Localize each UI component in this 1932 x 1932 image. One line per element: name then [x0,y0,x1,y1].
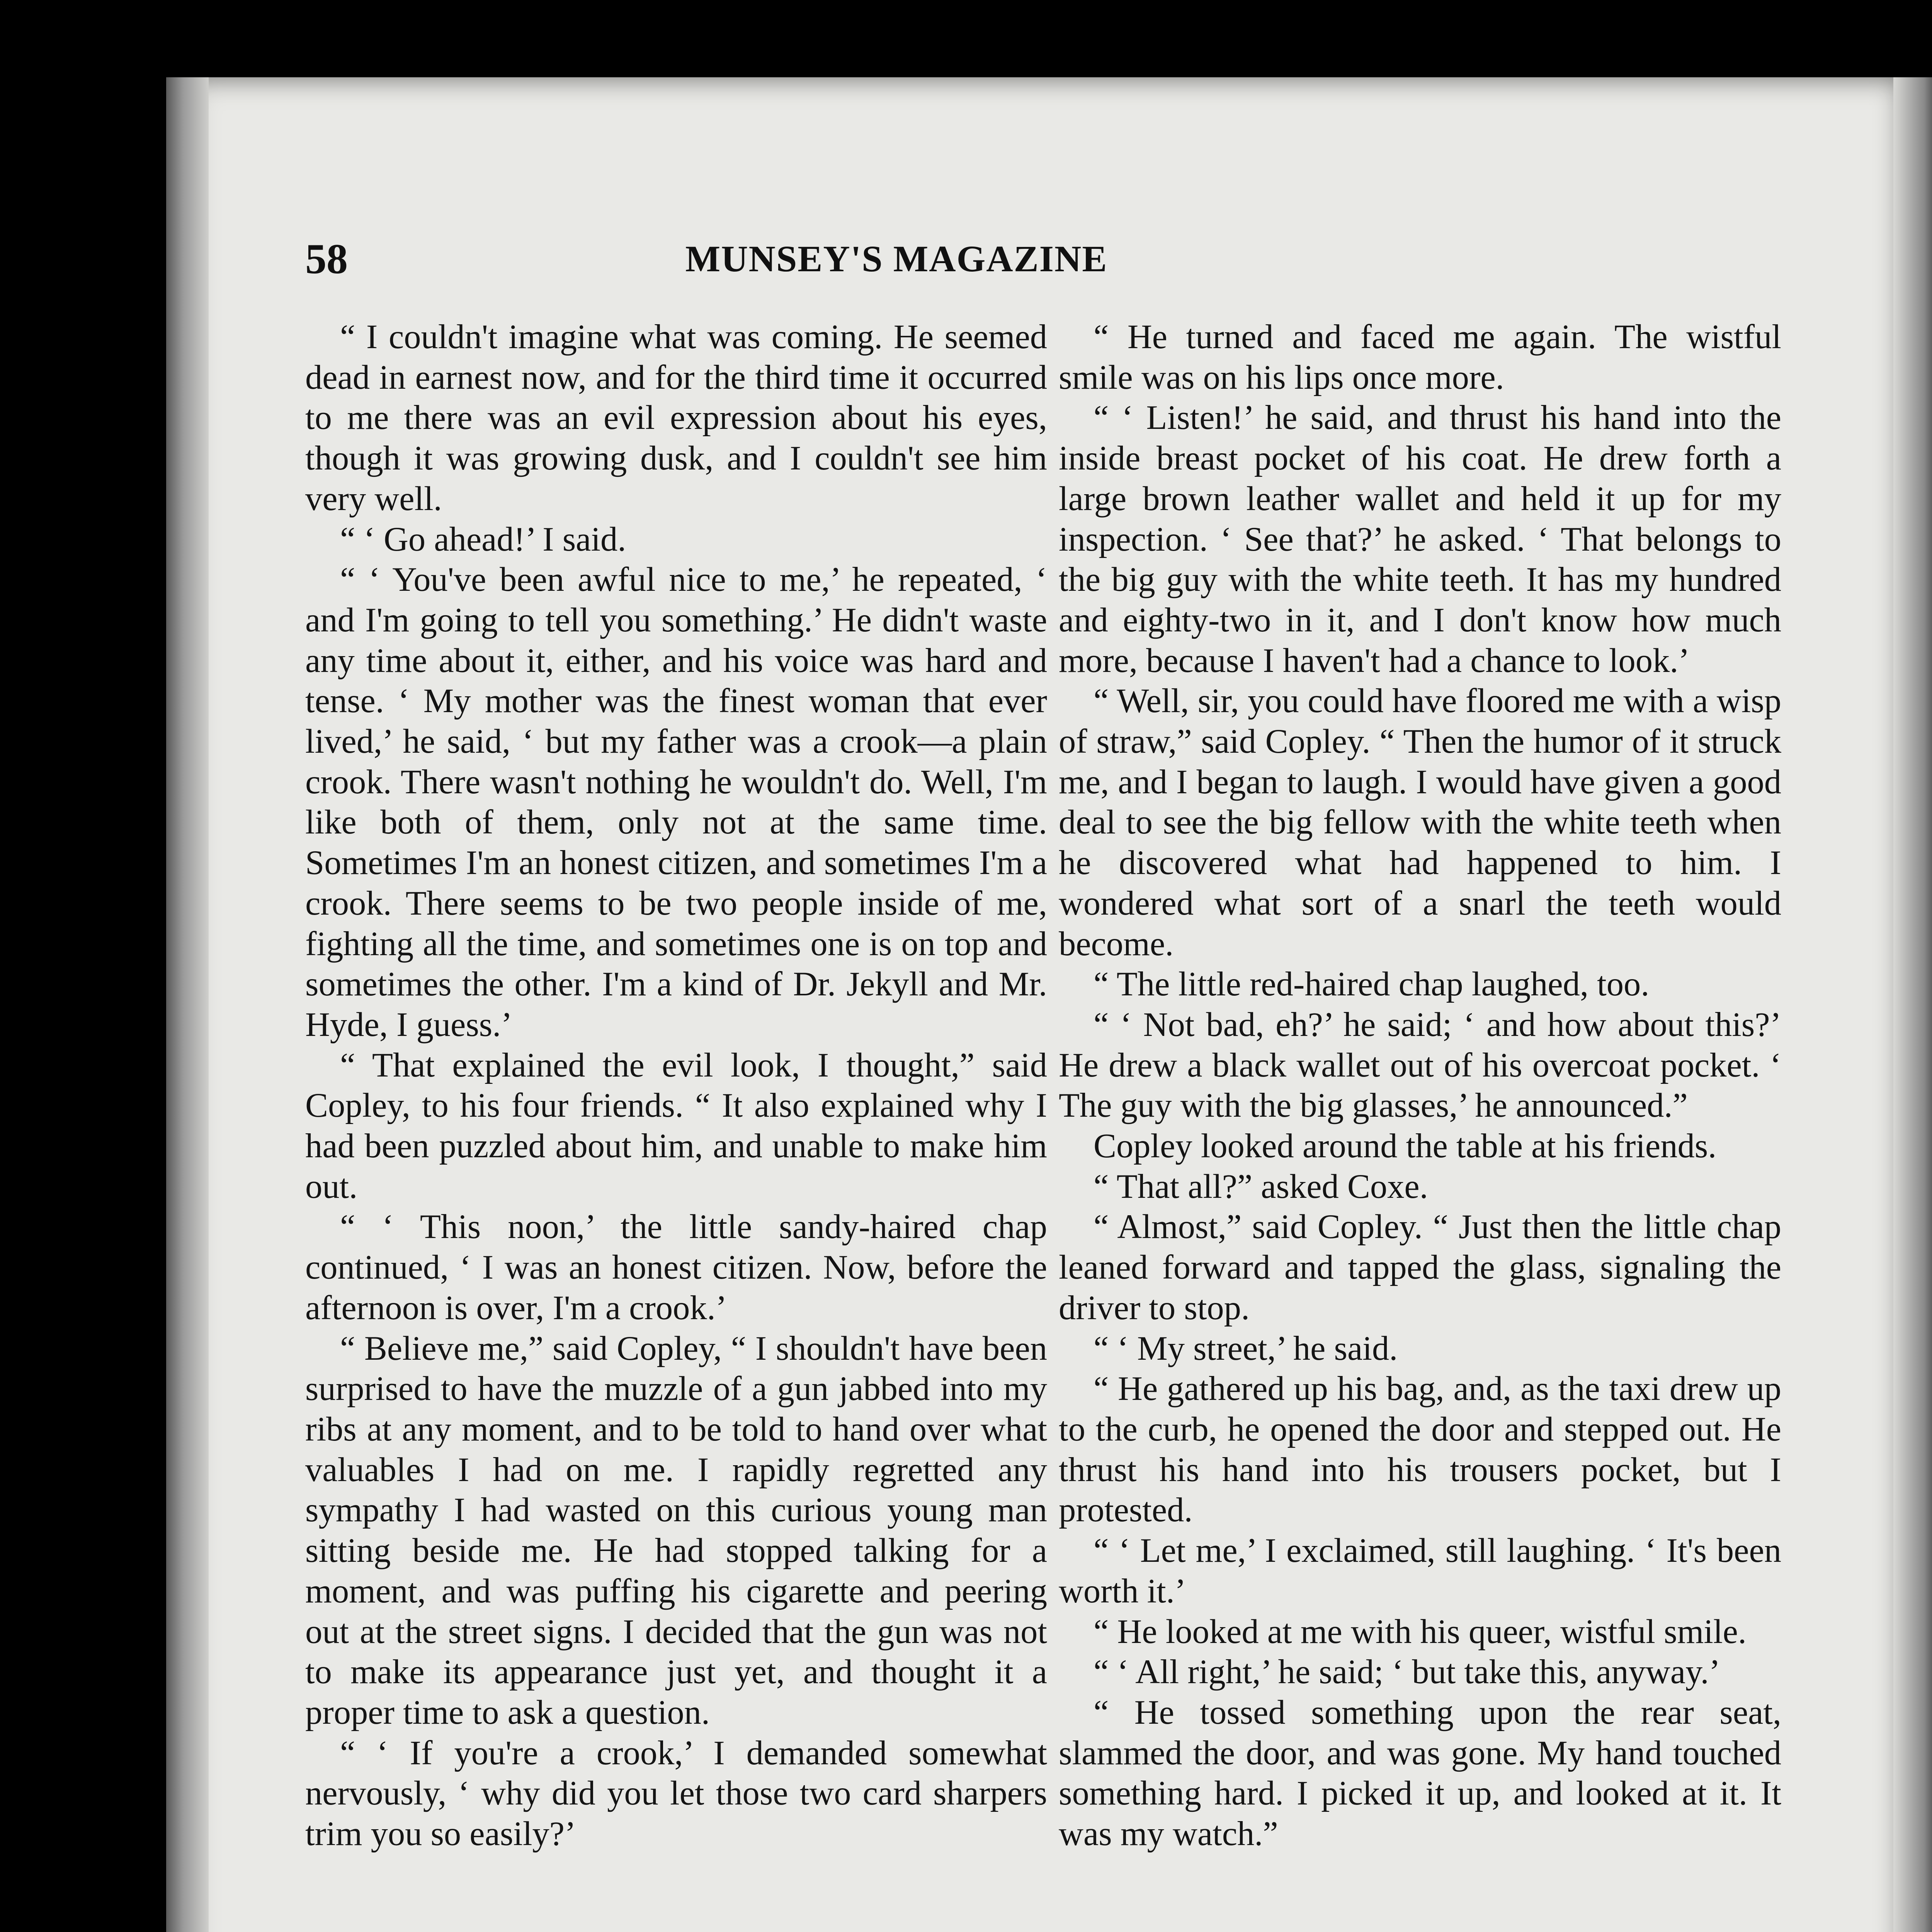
paragraph: “ I couldn't imagine what was coming. He seemed dead in earnest now, and for the third time it occurred to me there was an evil expression about his eyes, though it was growing dusk, and I couldn't see him very well. [305,318,1047,518]
paragraph: “ ‘ My street,’ he said. [1094,1329,1398,1367]
paragraph: “ ‘ Listen!’ he said, and thrust his hand into the inside breast pocket of his coat. He drew forth a large brown leather wallet and held it up for my inspection. ‘ See that?’ he asked. ‘ That belongs to the big guy with the white teeth. It has my hundred and eighty-two in it, and I don't know how much more, because I haven't had a chance to look.’ [1059,399,1781,680]
page-edge [1893,77,1932,1932]
paragraph: “ He tossed something upon the rear seat, slammed the door, and was gone. My hand touched something hard. I picked it up, and looked at it. It was my watch.” [1059,1693,1781,1853]
page-gutter [166,77,209,1932]
right-column [1059,317,1781,1854]
paragraph: “ That explained the evil look, I thought,” said Copley, to his four friends. “ It also explained why I had been puzzled about him, and unable to make him out. [305,1046,1047,1206]
paragraph: “ He looked at me with his queer, wistful smile. [1094,1612,1747,1651]
paragraph: “ ‘ Go ahead!’ I said. [340,520,626,558]
page-header [305,232,1403,286]
paragraph: “ ‘ This noon,’ the little sandy-haired chap continued, ‘ I was an honest citizen. Now, before the afternoon is over, I'm a crook.’ [305,1208,1047,1327]
page-number: 58 [305,235,348,282]
paragraph: “ He gathered up his bag, and, as the taxi drew up to the curb, he opened the door and stepped out. He thrust his hand into his trousers pocket, but I protested. [1059,1370,1781,1529]
paragraph: “ ‘ You've been awful nice to me,’ he repeated, ‘ and I'm going to tell you something.’ He didn't waste any time about it, either, and his voice was hard and tense. ‘ My mother was the finest woman that ever lived,’ he said, ‘ but my father was a crook—a plain crook. There wasn't nothing he wouldn't do. Well, I'm like both of them, only not at the same time. Sometimes I'm an honest citizen, and sometimes I'm a crook. There seems to be two people inside of me, fighting all the time, and sometimes one is on top and sometimes the other. I'm a kind of Dr. Jekyll and Mr. Hyde, I guess.’ [305,561,1047,1044]
paragraph: Copley looked around the table at his friends. [1094,1127,1717,1165]
paragraph: “ ‘ All right,’ he said; ‘ but take this, anyway.’ [1094,1653,1721,1691]
paragraph: “ ‘ If you're a crook,’ I demanded somewhat nervously, ‘ why did you let those two card sharpers trim you so easily?’ [305,1734,1047,1853]
paragraph: “ ‘ Let me,’ I exclaimed, still laughing. ‘ It's been worth it.’ [1059,1532,1781,1610]
paragraph: “ Almost,” said Copley. “ Just then the little chap leaned forward and tapped the glass, signaling the driver to stop. [1059,1208,1781,1327]
running-head: MUNSEY'S MAGAZINE [685,238,1108,279]
paragraph: “ ‘ Not bad, eh?’ he said; ‘ and how about this?’ He drew a black wallet out of his overcoat pocket. ‘ The guy with the big glasses,’ he announced.” [1059,1005,1781,1125]
paragraph: “ He turned and faced me again. The wistful smile was on his lips once more. [1059,318,1781,396]
paragraph: “ Well, sir, you could have floored me with a wisp of straw,” said Copley. “ Then the humor of it struck me, and I began to laugh. I would have given a good deal to see the big fellow with the white teeth when he discovered what had happened to him. I wondered what sort of a snarl the teeth would become. [1059,682,1781,963]
left-column [305,317,1047,1854]
paragraph: “ The little red-haired chap laughed, too. [1094,965,1650,1003]
paragraph: “ That all?” asked Coxe. [1094,1167,1428,1206]
paragraph: “ Believe me,” said Copley, “ I shouldn't have been surprised to have the muzzle of a gun jabbed into my ribs at any moment, and to be told to hand over what valuables I had on me. I rapidly regretted any sympathy I had wasted on this curious young man sitting beside me. He had stopped talking for a moment, and was puffing his cigarette and peering out at the street signs. I decided that the gun was not to make its appearance just yet, and thought it a proper time to ask a question. [305,1329,1047,1731]
